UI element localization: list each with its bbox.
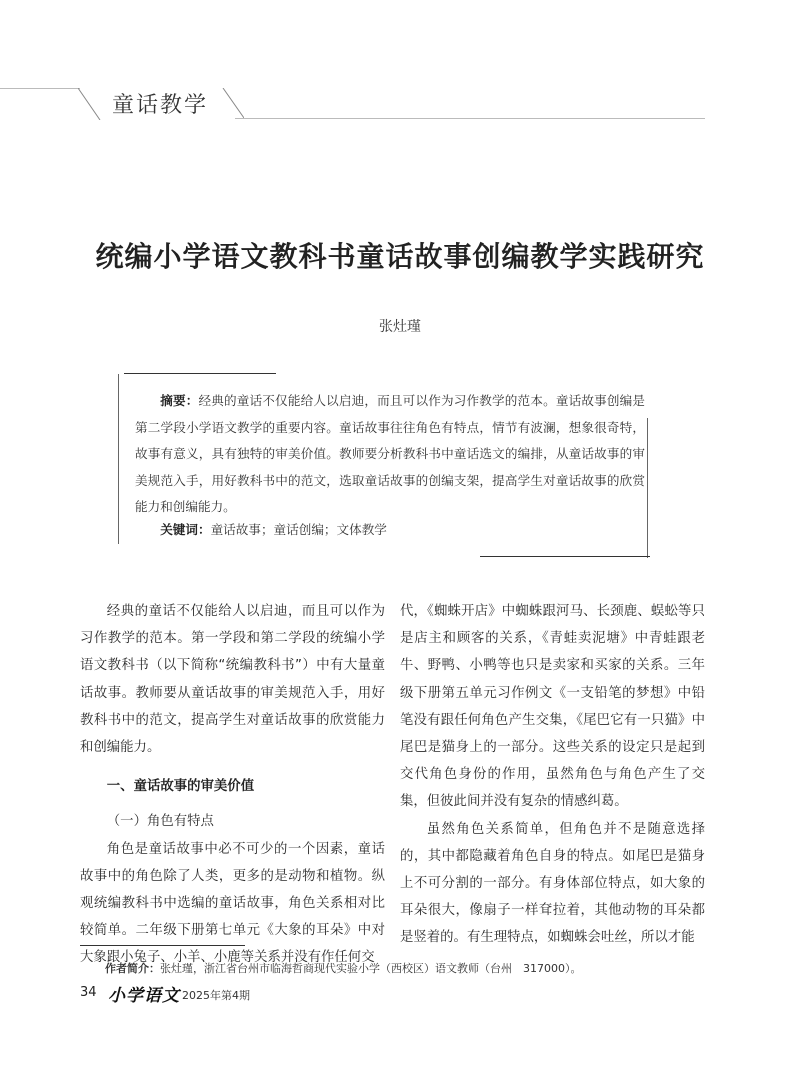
magazine-logo: 小学语文	[108, 986, 180, 1006]
subsection-heading: （一）角色有特点	[106, 814, 214, 830]
header-rule-right	[235, 118, 705, 119]
author-bio-text: 张灶瑾，浙江省台州市临海哲商现代实验小学（西校区）语文教师（台州 317000）。	[160, 962, 582, 975]
keywords-text: 童话故事；童话创编；文体教学	[210, 522, 387, 537]
body-paragraph: 角色是童话故事中必不可少的一个因素，童话故事中的角色除了人类，更多的是动物和植物。纵观统编教科书中选编的童话故事，角色关系相对比较简单。二年级下册第七单元《大象的耳朵》中对大象跟小兔子、小羊、小鹿等关系并没有作任何交	[80, 841, 385, 966]
abstract-bottom-rule	[480, 556, 650, 557]
footnote-rule	[80, 945, 245, 946]
keywords	[135, 517, 645, 544]
body-paragraph: 经典的童话不仅能给人以启迪，而且可以作为习作教学的范本。第一学段和第二学段的统编小学语文教科书（以下简称“统编教科书”）中有大量童话故事。教师要从童话故事的审美规范入手，用好教科书中的范文，提高学生对童话故事的欣赏能力和创编能力。	[80, 604, 385, 756]
keywords-label: 关键词：	[160, 522, 211, 537]
page-number: 34	[80, 985, 97, 1000]
abstract-top-rule	[124, 373, 276, 374]
abstract	[135, 388, 645, 521]
abstract-right-rule	[647, 418, 648, 558]
issue-label: 2025年第4期	[182, 989, 250, 1002]
abstract-left-rule	[118, 374, 119, 544]
author-bio-label: 作者简介：	[105, 962, 160, 975]
body-paragraph: 代，《蜘蛛开店》中蜘蛛跟河马、长颈鹿、蜈蚣等只是店主和顾客的关系，《青蛙卖泥塘》中青蛙跟老牛、野鸭、小鸭等也只是卖家和买家的关系。三年级下册第五单元习作例文《一支铅笔的梦想》中铅笔没有跟任何角色产生交集，《尾巴它有一只猫》中尾巴是猫身上的一部分。这些关系的设定只是起到交代角色身份的作用，虽然角色与角色产生了交集，但彼此间并没有复杂的情感纠葛。	[400, 604, 705, 810]
body-paragraph: 虽然角色关系简单，但角色并不是随意选择的，其中都隐藏着角色自身的特点。如尾巴是猫身上不可分割的一部分。有身体部位特点，如大象的耳朵很大，像扇子一样耷拉着，其他动物的耳朵都是竖着的。有生理特点，如蜘蛛会吐丝，所以才能	[400, 821, 705, 946]
author-name: 张灶瑾	[379, 319, 421, 335]
abstract-label: 摘要：	[160, 393, 199, 408]
section-title: 童话教学	[112, 93, 209, 118]
body-column-left	[80, 598, 385, 972]
section-heading: 一、童话故事的审美价值	[106, 779, 255, 795]
article-title: 统编小学语文教科书童话故事创编教学实践研究	[95, 240, 705, 273]
header-rule-left	[0, 88, 80, 89]
body-column-right	[400, 598, 705, 952]
abstract-text: 经典的童话不仅能给人以启迪，而且可以作为习作教学的范本。童话故事创编是第二学段小学语文教学的重要内容。童话故事往往角色有特点，情节有波澜，想象很奇特，故事有意义，具有独特的审美价值。教师要分析教科书中童话选文的编排，从童话故事的审美规范入手，用好教科书中的范文，选取童话故事的创编支架，提高学生对童话故事的欣赏能力和创编能力。	[135, 393, 646, 514]
author-bio	[105, 960, 582, 976]
